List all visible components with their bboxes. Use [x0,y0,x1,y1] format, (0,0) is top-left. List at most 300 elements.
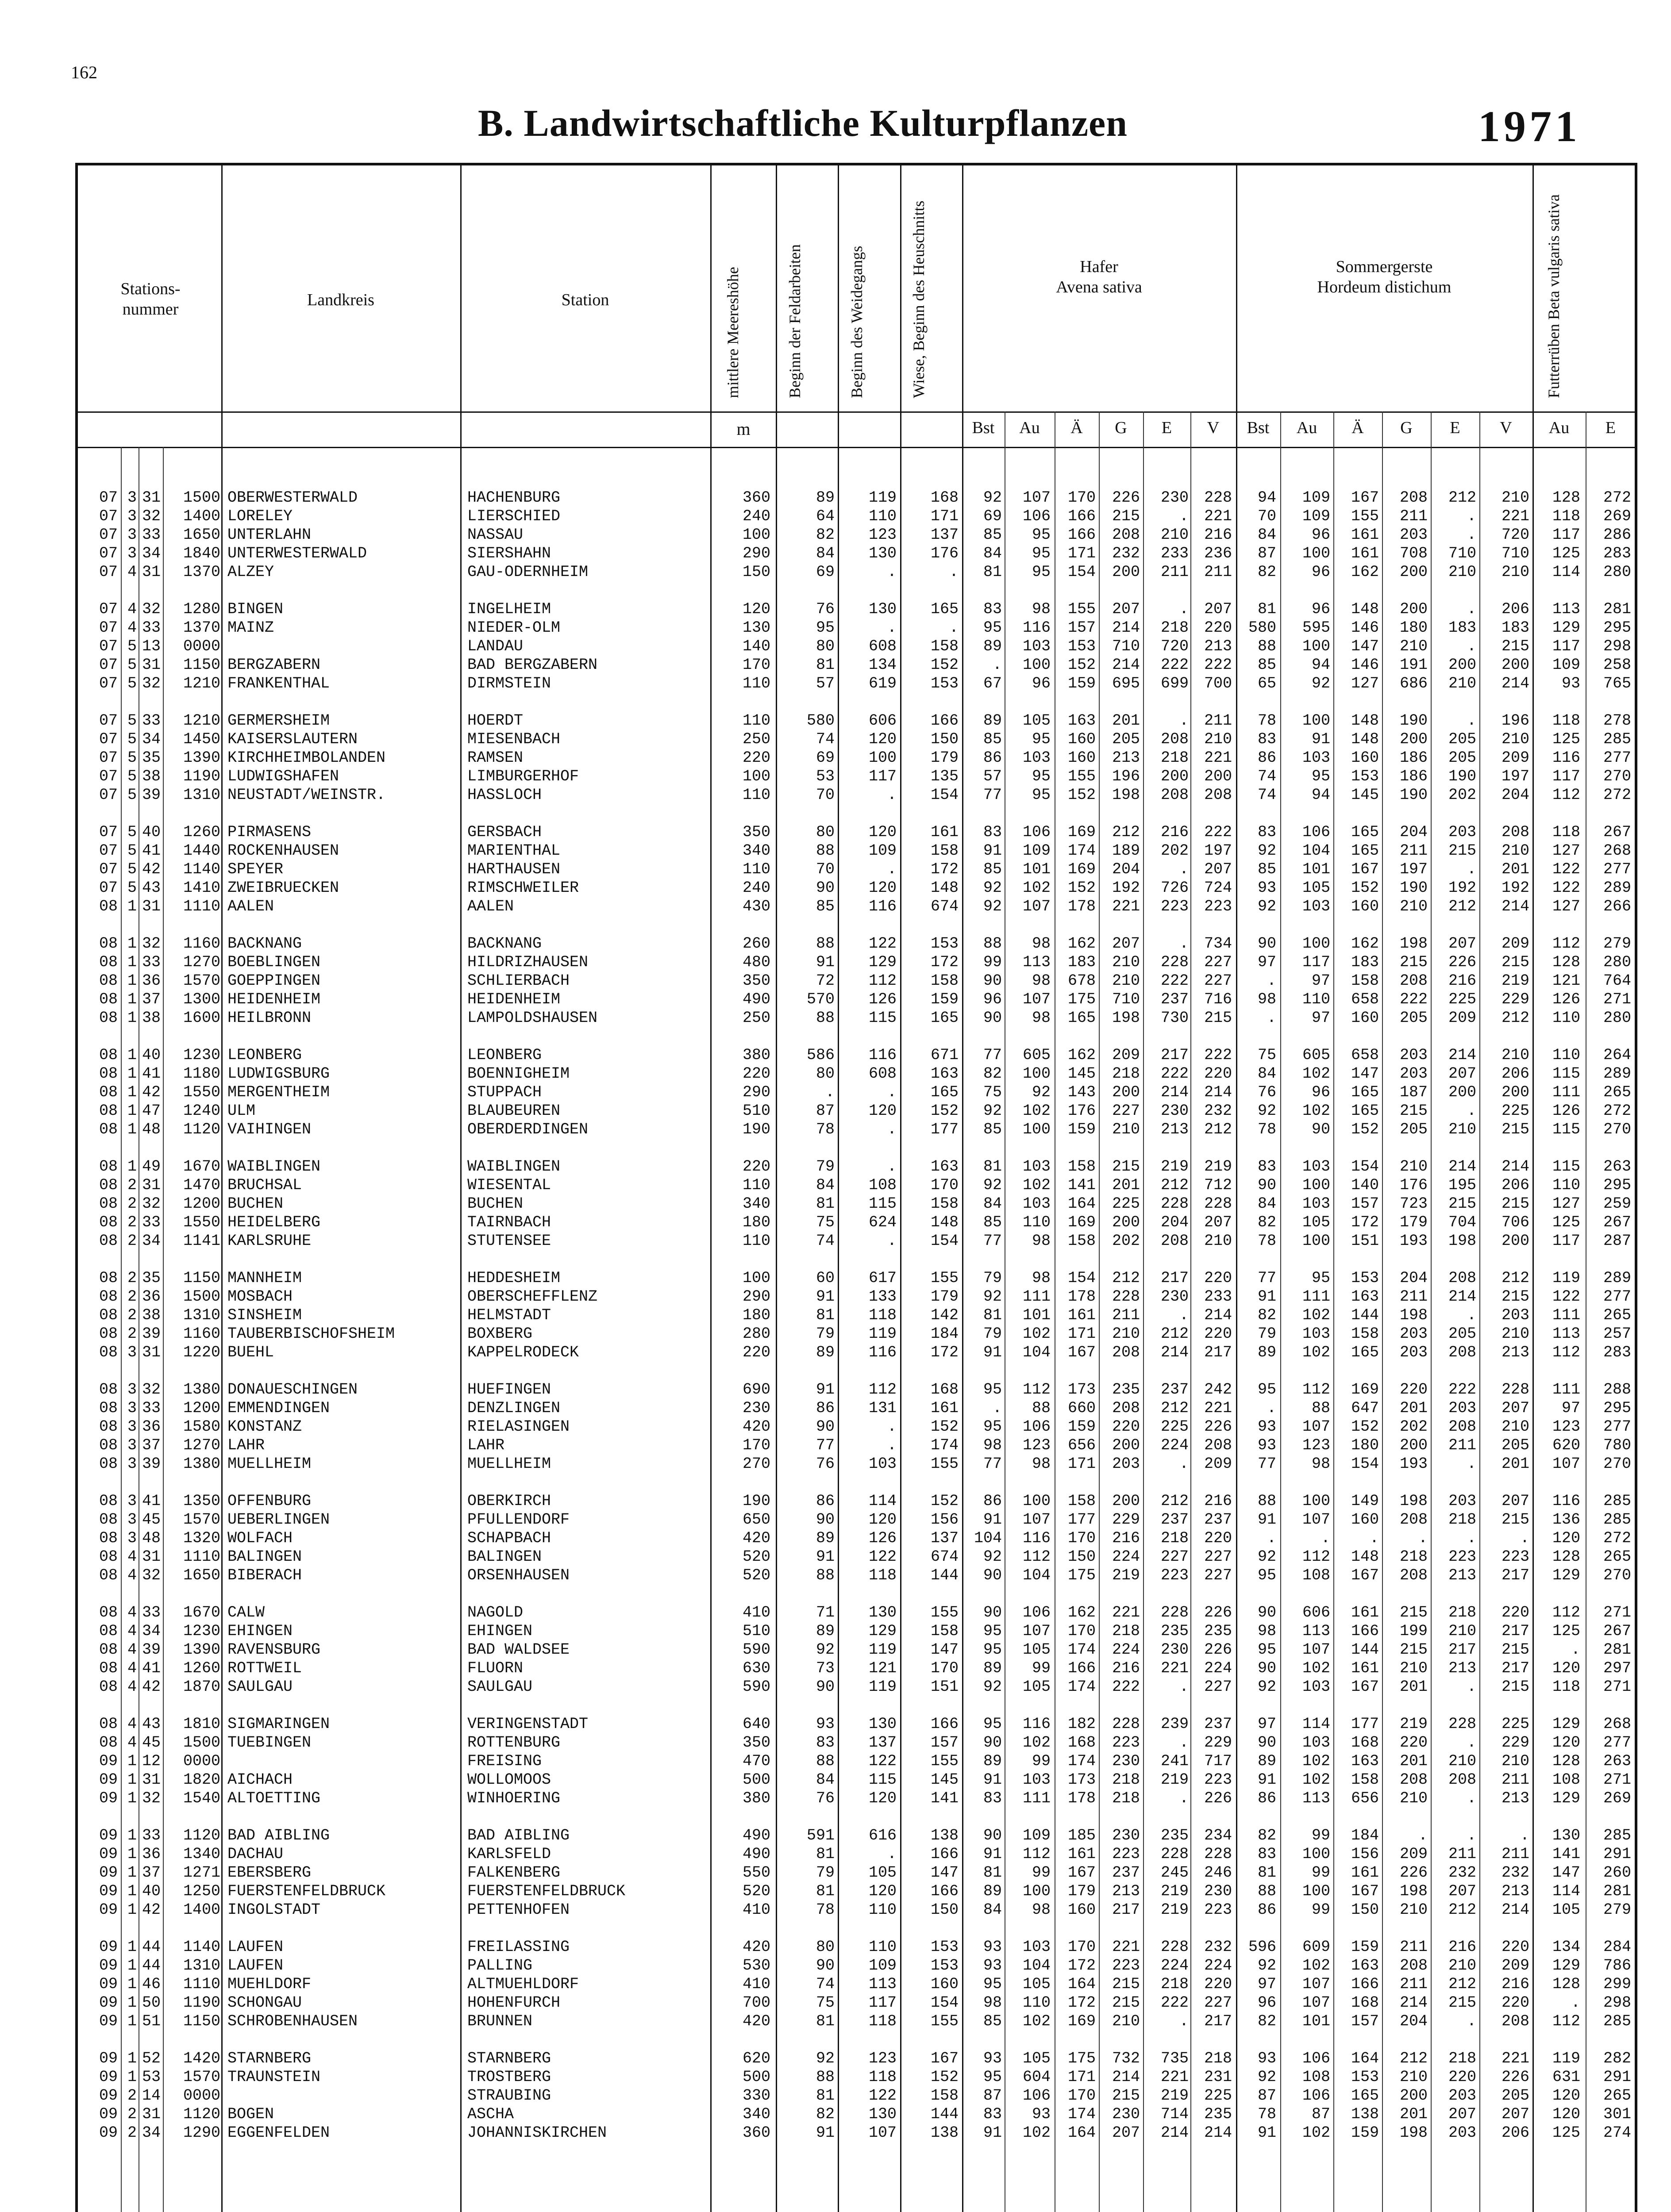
table-cell: 240 [742,507,770,525]
table-cell: 92 [983,1678,1002,1696]
table-cell: 260 [1603,1864,1631,1882]
table-cell: 1870 [183,1678,220,1696]
table-cell: EHINGEN [227,1622,293,1640]
table-cell: 81 [816,1882,835,1900]
table-cell: GOEPPINGEN [227,972,321,990]
table-cell: 75 [983,1083,1002,1101]
table-cell: 1320 [183,1529,220,1547]
table-cell: 176 [1067,1102,1096,1120]
table-cell: 84 [816,545,835,562]
table-cell: 203 [1448,2124,1476,2142]
table-cell: 225 [1448,991,1476,1008]
table-cell: 216 [1160,823,1189,841]
table-cell: 1270 [183,953,220,971]
table-cell: 215 [1501,1678,1529,1696]
table-cell: 161 [1351,1864,1379,1882]
table-cell: 08 [99,1641,118,1659]
table-cell: 87 [1257,2087,1276,2104]
table-cell: 73 [816,1659,835,1677]
table-cell: ZWEIBRUECKEN [227,879,339,897]
table-cell: 183 [1351,953,1379,971]
table-cell: 1340 [183,1845,220,1863]
table-cell: 102 [1302,2124,1330,2142]
table-cell: 100 [1302,712,1330,730]
table-cell: 151 [1351,1232,1379,1250]
table-cell: 1290 [183,2124,220,2142]
table-cell: 09 [99,1827,118,1844]
table-cell: 110 [742,860,770,878]
table-row [78,1009,1636,1027]
table-cell: TAUBERBISCHOFSHEIM [227,1325,395,1343]
table-cell: 91 [816,953,835,971]
table-cell: 1 [127,991,137,1008]
table-cell: 210 [1112,2012,1140,2030]
table-cell: OBERDERDINGEN [467,1121,589,1138]
table-cell: 153 [930,1938,959,1956]
table-cell: SCHONGAU [227,1994,302,2012]
table-cell: 221 [1112,1938,1140,1956]
table-cell: BOGEN [227,2105,274,2123]
table-cell: 204 [1399,2012,1428,2030]
table-cell: 1440 [183,842,220,860]
table-cell: 216 [1204,526,1232,544]
header-hafer: Hafer Avena sativa [1056,257,1142,296]
table-cell: 210 [1448,1752,1476,1770]
table-cell: 678 [1067,972,1096,990]
table-cell: 76 [1257,1083,1276,1101]
table-cell: 148 [1351,1548,1379,1566]
table-cell: 87 [1257,545,1276,562]
table-cell: 140 [1351,1176,1379,1194]
table-cell: 91 [983,1771,1002,1789]
table-cell: 34 [142,545,161,562]
table-cell: 215 [1501,953,1529,971]
table-row [78,1083,1636,1102]
table-cell: 214 [1204,1306,1232,1324]
table-cell: 179 [1067,1882,1096,1900]
table-cell: 220 [1204,1975,1232,1993]
table-cell: 1 [127,1790,137,1807]
table-cell: 09 [99,1957,118,1974]
page-number: 162 [71,62,97,82]
table-cell: 78 [1257,2105,1276,2123]
table-cell: . [1467,637,1476,655]
table-cell: 214 [1501,898,1529,915]
table-cell: 420 [742,2012,770,2030]
table-cell: 166 [1351,1975,1379,1993]
table-row [78,656,1636,674]
table-cell: 116 [868,1344,897,1361]
table-cell: 5 [127,842,137,860]
table-cell: 98 [1032,972,1051,990]
table-cell: 229 [1204,1734,1232,1751]
table-cell: 216 [1204,1492,1232,1510]
table-cell: KAPPELRODECK [467,1344,579,1361]
table-cell: 3 [127,545,137,562]
table-cell: . [887,860,897,878]
table-cell: 106 [1022,1604,1051,1621]
table-cell: 32 [142,675,161,692]
table-cell: 98 [1032,935,1051,952]
table-cell: . [887,619,897,637]
table-cell: 231 [1204,2068,1232,2086]
table-cell: 41 [142,842,161,860]
table-cell: WAIBLINGEN [227,1158,321,1175]
table-cell: 1210 [183,712,220,730]
table-cell: 258 [1603,656,1631,674]
table-cell: 160 [930,1975,959,1993]
table-cell: 490 [742,1827,770,1844]
table-cell: 95 [1032,786,1051,804]
table-cell: 203 [1448,1492,1476,1510]
table-cell: 91 [983,842,1002,860]
table-cell: 205 [1448,730,1476,748]
table-cell: 289 [1603,1065,1631,1083]
table-cell: 176 [930,545,959,562]
table-cell: 125 [1552,1214,1580,1231]
table-cell: . [1520,1827,1529,1844]
table-cell: 153 [930,1957,959,1974]
table-cell: WIESENTAL [467,1176,551,1194]
header-gerste: Sommergerste Hordeum distichum [1317,257,1452,296]
table-cell: . [1369,1529,1379,1547]
table-cell: 213 [1112,749,1140,767]
table-cell: EGGENFELDEN [227,2124,330,2142]
table-cell: 208 [1448,1269,1476,1287]
table-cell: 51 [142,2012,161,2030]
table-cell: 213 [1448,1659,1476,1677]
table-cell: 674 [930,898,959,915]
table-cell: 201 [1399,1678,1428,1696]
table-cell: 590 [742,1641,770,1659]
table-cell: 207 [1112,935,1140,952]
table-row [78,544,1636,563]
table-cell: 283 [1603,1344,1631,1361]
table-cell: 74 [1257,786,1276,804]
table-cell: 129 [1552,1957,1580,1974]
table-cell: 166 [1351,1622,1379,1640]
table-cell: 123 [1022,1436,1051,1454]
table-cell: 204 [1399,823,1428,841]
table-cell: 215 [1501,1511,1529,1528]
table-cell: 215 [1399,1641,1428,1659]
table-cell: 211 [1399,842,1428,860]
table-cell: 271 [1603,1604,1631,1621]
table-cell: 116 [868,1046,897,1064]
table-cell: 79 [816,1158,835,1175]
table-cell: 92 [1257,1548,1276,1566]
table-cell: ALZEY [227,563,274,581]
table-cell: 291 [1603,1845,1631,1863]
table-cell: 228 [1160,1195,1189,1213]
table-cell: 3 [127,1511,137,1528]
table-cell: 96 [983,991,1002,1008]
table-cell: 78 [1257,712,1276,730]
table-cell: . [1179,1306,1189,1324]
table-cell: 220 [1501,1994,1529,2012]
table-cell: 07 [99,675,118,692]
table-cell: 216 [1448,1938,1476,1956]
header-rueben: Futterrüben Beta vulgaris sativa [1545,194,1563,398]
table-cell: 81 [816,656,835,674]
table-cell: 100 [742,526,770,544]
table-cell: 114 [1552,1882,1580,1900]
table-cell: 140 [742,637,770,655]
table-cell: 2 [127,2087,137,2104]
table-cell: 277 [1603,1288,1631,1306]
table-cell: 92 [1257,1678,1276,1696]
table-cell: 92 [983,489,1002,507]
table-cell: WOLFACH [227,1529,293,1547]
table-cell: 125 [1552,1622,1580,1640]
table-cell: DONAUESCHINGEN [227,1381,358,1398]
table-cell: 200 [1204,768,1232,785]
table-cell: 31 [142,656,161,674]
table-cell: 580 [1248,619,1276,637]
table-cell: 210 [1204,730,1232,748]
table-cell: 220 [1501,1938,1529,1956]
table-cell: 710 [1112,637,1140,655]
table-cell: 218 [1160,1529,1189,1547]
table-cell: 102 [1022,1102,1051,1120]
table-cell: 290 [742,1083,770,1101]
table-cell: 200 [1399,2087,1428,2104]
table-cell: 81 [816,1845,835,1863]
table-cell: GERMERSHEIM [227,712,330,730]
table-row [78,841,1636,860]
table-cell: MUEHLDORF [227,1975,312,1993]
table-cell: 42 [142,860,161,878]
table-cell: 215 [1399,1102,1428,1120]
table-cell: LORELEY [227,507,293,525]
table-cell: 160 [1351,1511,1379,1528]
table-cell: 221 [1501,507,1529,525]
table-cell: 674 [930,1548,959,1566]
table-cell: 212 [1204,1121,1232,1138]
table-cell: 350 [742,1734,770,1751]
table-cell: 161 [1351,526,1379,544]
table-cell: 08 [99,1121,118,1138]
table-cell: 98 [1032,1269,1051,1287]
table-cell: 230 [742,1399,770,1417]
table-cell: 95 [983,2068,1002,2086]
table-cell: 99 [983,953,1002,971]
table-cell: 31 [142,1176,161,1194]
table-cell: HASSLOCH [467,786,542,804]
table-cell: 92 [983,898,1002,915]
table-cell: 1 [127,1102,137,1120]
table-cell: 122 [868,1752,897,1770]
table-cell: 95 [1032,545,1051,562]
table-row [78,990,1636,1009]
table-cell: 220 [1204,1065,1232,1083]
table-cell: 135 [930,768,959,785]
table-cell: 1210 [183,675,220,692]
table-cell: 215 [1399,953,1428,971]
table-cell: 5 [127,637,137,655]
table-cell: 161 [1351,1659,1379,1677]
table-cell: 1 [127,898,137,915]
table-cell: 100 [742,1269,770,1287]
table-cell: 280 [742,1325,770,1343]
table-cell: 94 [1311,786,1330,804]
table-cell: 152 [1067,879,1096,897]
table-cell: 222 [1204,656,1232,674]
table-cell: 107 [1302,1994,1330,2012]
table-cell: 07 [99,879,118,897]
table-cell: 301 [1603,2105,1631,2123]
table-cell: HOERDT [467,712,524,730]
table-cell: 580 [806,712,835,730]
table-cell: 172 [930,953,959,971]
table-cell: 105 [1022,2050,1051,2067]
table-cell: 118 [868,1567,897,1584]
table-cell: 3 [127,1436,137,1454]
table-cell: 490 [742,991,770,1008]
table-cell: 210 [1399,1901,1428,1919]
unit-m: m [736,419,751,439]
table-cell: 102 [1022,2012,1051,2030]
table-cell: 215 [1501,1641,1529,1659]
table-cell: 52 [142,2050,161,2067]
table-cell: HOHENFURCH [467,1994,561,2012]
table-cell: 32 [142,1790,161,1807]
table-cell: 267 [1603,1214,1631,1231]
table-cell: 38 [142,1306,161,1324]
table-cell: 08 [99,1325,118,1343]
table-cell: 209 [1501,749,1529,767]
table-cell: 191 [1399,656,1428,674]
table-cell: 103 [1022,1158,1051,1175]
table-cell: 214 [1501,1158,1529,1175]
table-cell: 113 [1552,1325,1580,1343]
table-cell: . [1467,600,1476,618]
table-cell: 84 [816,1176,835,1194]
table-cell: 36 [142,1418,161,1436]
table-cell: 80 [816,823,835,841]
table-cell: 33 [142,1604,161,1621]
table-cell: 146 [1351,656,1379,674]
table-cell: 161 [1067,1845,1096,1863]
table-cell: 214 [1160,2124,1189,2142]
table-cell: 213 [1160,1121,1189,1138]
table-cell: 277 [1603,860,1631,878]
table-cell: 110 [868,1901,897,1919]
table-cell: 103 [1302,1158,1330,1175]
table-cell: 211 [1501,1771,1529,1789]
table-cell: 103 [1302,1325,1330,1343]
table-cell: 221 [1204,507,1232,525]
table-cell: 128 [1552,489,1580,507]
table-cell: 134 [1552,1938,1580,1956]
table-cell: 116 [868,898,897,915]
table-row [78,1993,1636,2012]
table-cell: 95 [1257,1641,1276,1659]
table-cell: 112 [1302,1381,1330,1398]
table-cell: 212 [1160,1176,1189,1194]
phase-label-gerste: Ä [1351,419,1364,437]
table-cell: 271 [1603,1678,1631,1696]
table-cell: 07 [99,637,118,655]
table-cell: 209 [1448,1009,1476,1027]
table-cell: 340 [742,2105,770,2123]
table-cell: BAD AIBLING [467,1827,570,1844]
table-cell: 95 [983,619,1002,637]
table-cell: 228 [1204,1845,1232,1863]
table-cell: 430 [742,898,770,915]
table-cell: 203 [1399,1065,1428,1083]
table-cell: 1 [127,1994,137,2012]
table-cell: 152 [930,656,959,674]
phase-label-hafer: G [1115,419,1127,437]
table-cell: 102 [1302,1102,1330,1120]
table-cell: 232 [1112,545,1140,562]
table-cell: . [1467,1306,1476,1324]
table-cell: 245 [1160,1864,1189,1882]
table-cell: 690 [742,1381,770,1398]
table-cell: 510 [742,1622,770,1640]
table-cell: 704 [1448,1214,1476,1231]
table-cell: 09 [99,1752,118,1770]
table-cell: 102 [1022,1734,1051,1751]
table-cell: 153 [1067,637,1096,655]
table-cell: 101 [1022,1306,1051,1324]
table-cell: 102 [1022,1325,1051,1343]
table-cell: 216 [1448,972,1476,990]
table-cell: 2 [127,1325,137,1343]
table-cell: 3 [127,1455,137,1473]
table-cell: 1250 [183,1882,220,1900]
table-cell: 100 [1022,1121,1051,1138]
table-cell: 119 [868,489,897,507]
table-cell: 86 [983,749,1002,767]
table-cell: 190 [742,1121,770,1138]
table-cell: 213 [1204,637,1232,655]
table-cell: 07 [99,786,118,804]
table-cell: 219 [1399,1715,1428,1733]
table-cell: 257 [1603,1325,1631,1343]
table-cell: 82 [983,1065,1002,1083]
table-cell: 148 [1351,712,1379,730]
table-cell: 87 [983,2087,1002,2104]
table-cell: 98 [1311,1455,1330,1473]
table-cell: 281 [1603,1641,1631,1659]
table-cell: 83 [1257,730,1276,748]
table-cell: TUEBINGEN [227,1734,312,1751]
table-cell: 470 [742,1752,770,1770]
table-cell: 714 [1160,2105,1189,2123]
table-cell: 198 [1399,1306,1428,1324]
table-cell: . [1179,935,1189,952]
table-cell: 120 [868,1882,897,1900]
table-cell: 07 [99,526,118,544]
table-cell: 2 [127,1232,137,1250]
table-cell: 143 [1067,1083,1096,1101]
table-cell: 224 [1204,1659,1232,1677]
table-cell: 1140 [183,860,220,878]
table-cell: 100 [1302,1176,1330,1194]
table-cell: 218 [1112,1771,1140,1789]
table-cell: 250 [742,1009,770,1027]
table-cell: 227 [1204,1994,1232,2012]
table-cell: 223 [1160,1567,1189,1584]
table-cell: 225 [1501,1102,1529,1120]
table-cell: 106 [1302,2087,1330,2104]
table-cell: 285 [1603,1492,1631,1510]
table-cell: 237 [1112,1864,1140,1882]
table-cell: 4 [127,1715,137,1733]
table-cell: 229 [1501,991,1529,1008]
